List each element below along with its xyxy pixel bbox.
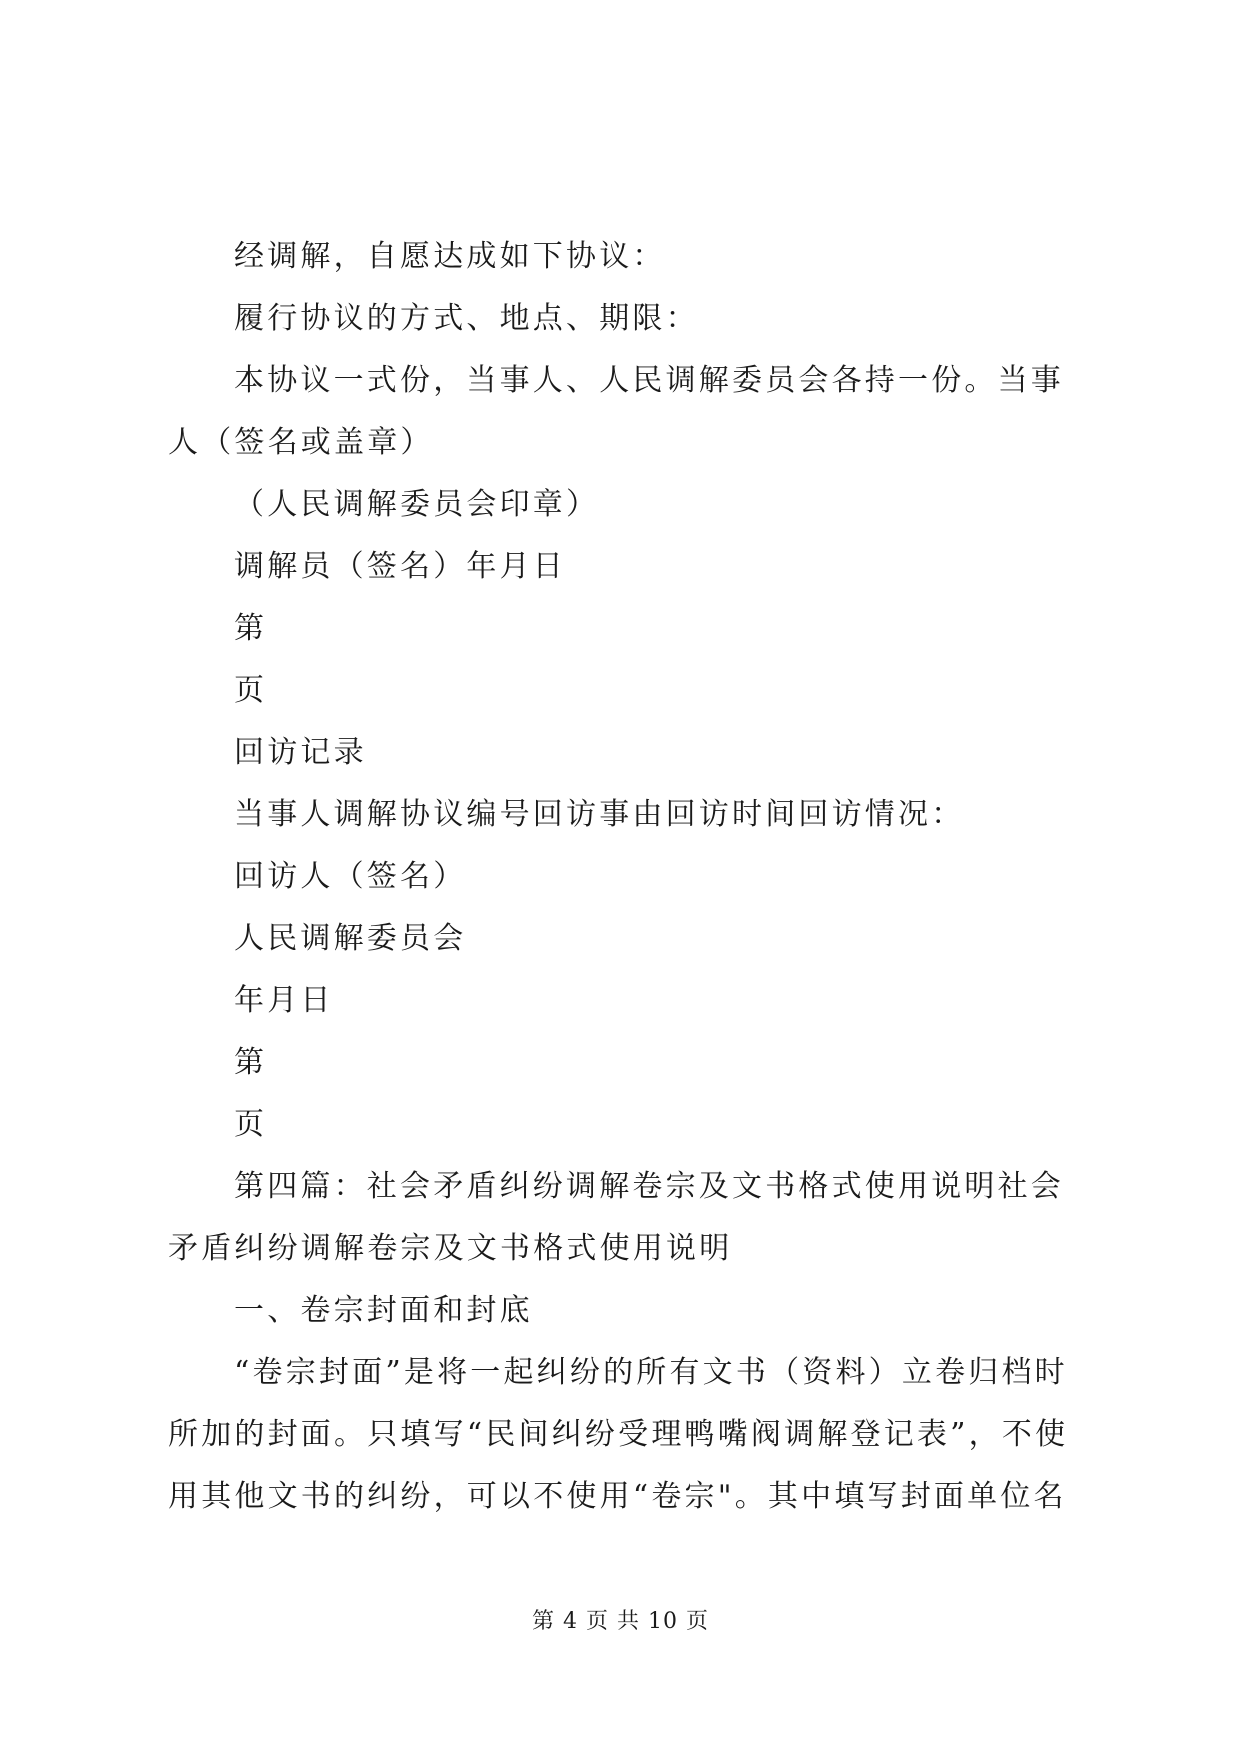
paragraph-mediator-signature: 调解员（签名）年月日 xyxy=(234,549,566,584)
paragraph-agreement-intro: 经调解，自愿达成如下协议： xyxy=(234,239,666,274)
document-body xyxy=(168,226,1086,1528)
paragraph-page-label-1: 第 xyxy=(234,611,268,646)
paragraph-committee-name: 人民调解委员会 xyxy=(234,921,467,956)
page-footer: 第 4 页 共 10 页 xyxy=(532,1609,709,1634)
paragraph-committee-seal: （人民调解委员会印章） xyxy=(234,487,600,522)
paragraph-visitor-signature: 回访人（签名） xyxy=(234,859,467,894)
paragraph-date: 年月日 xyxy=(234,983,334,1018)
paragraph-chapter-four-heading: 第四篇：社会矛盾纠纷调解卷宗及文书格式使用说明社会矛盾纠纷调解卷宗及文书格式使用说明 xyxy=(168,1169,1064,1266)
paragraph-page-label-4: 页 xyxy=(234,1107,268,1142)
paragraph-page-label-3: 第 xyxy=(234,1045,268,1080)
paragraph-followup-fields: 当事人调解协议编号回访事由回访时间回访情况： xyxy=(234,797,965,832)
paragraph-section-one-heading: 一、卷宗封面和封底 xyxy=(234,1293,533,1328)
paragraph-followup-title: 回访记录 xyxy=(234,735,367,770)
paragraph-performance-terms: 履行协议的方式、地点、期限： xyxy=(234,301,699,336)
paragraph-copies-signature: 本协议一式份，当事人、人民调解委员会各持一份。当事人（签名或盖章） xyxy=(168,363,1064,460)
paragraph-cover-description: “卷宗封面”是将一起纠纷的所有文书（资料）立卷归档时所加的封面。只填写“民间纠纷受理鸭嘴阀调解登记表”，不使用其他文书的纠纷，可以不使用“卷宗"。其中填写封面单位名 xyxy=(168,1355,1069,1514)
paragraph-page-label-2: 页 xyxy=(234,673,268,708)
